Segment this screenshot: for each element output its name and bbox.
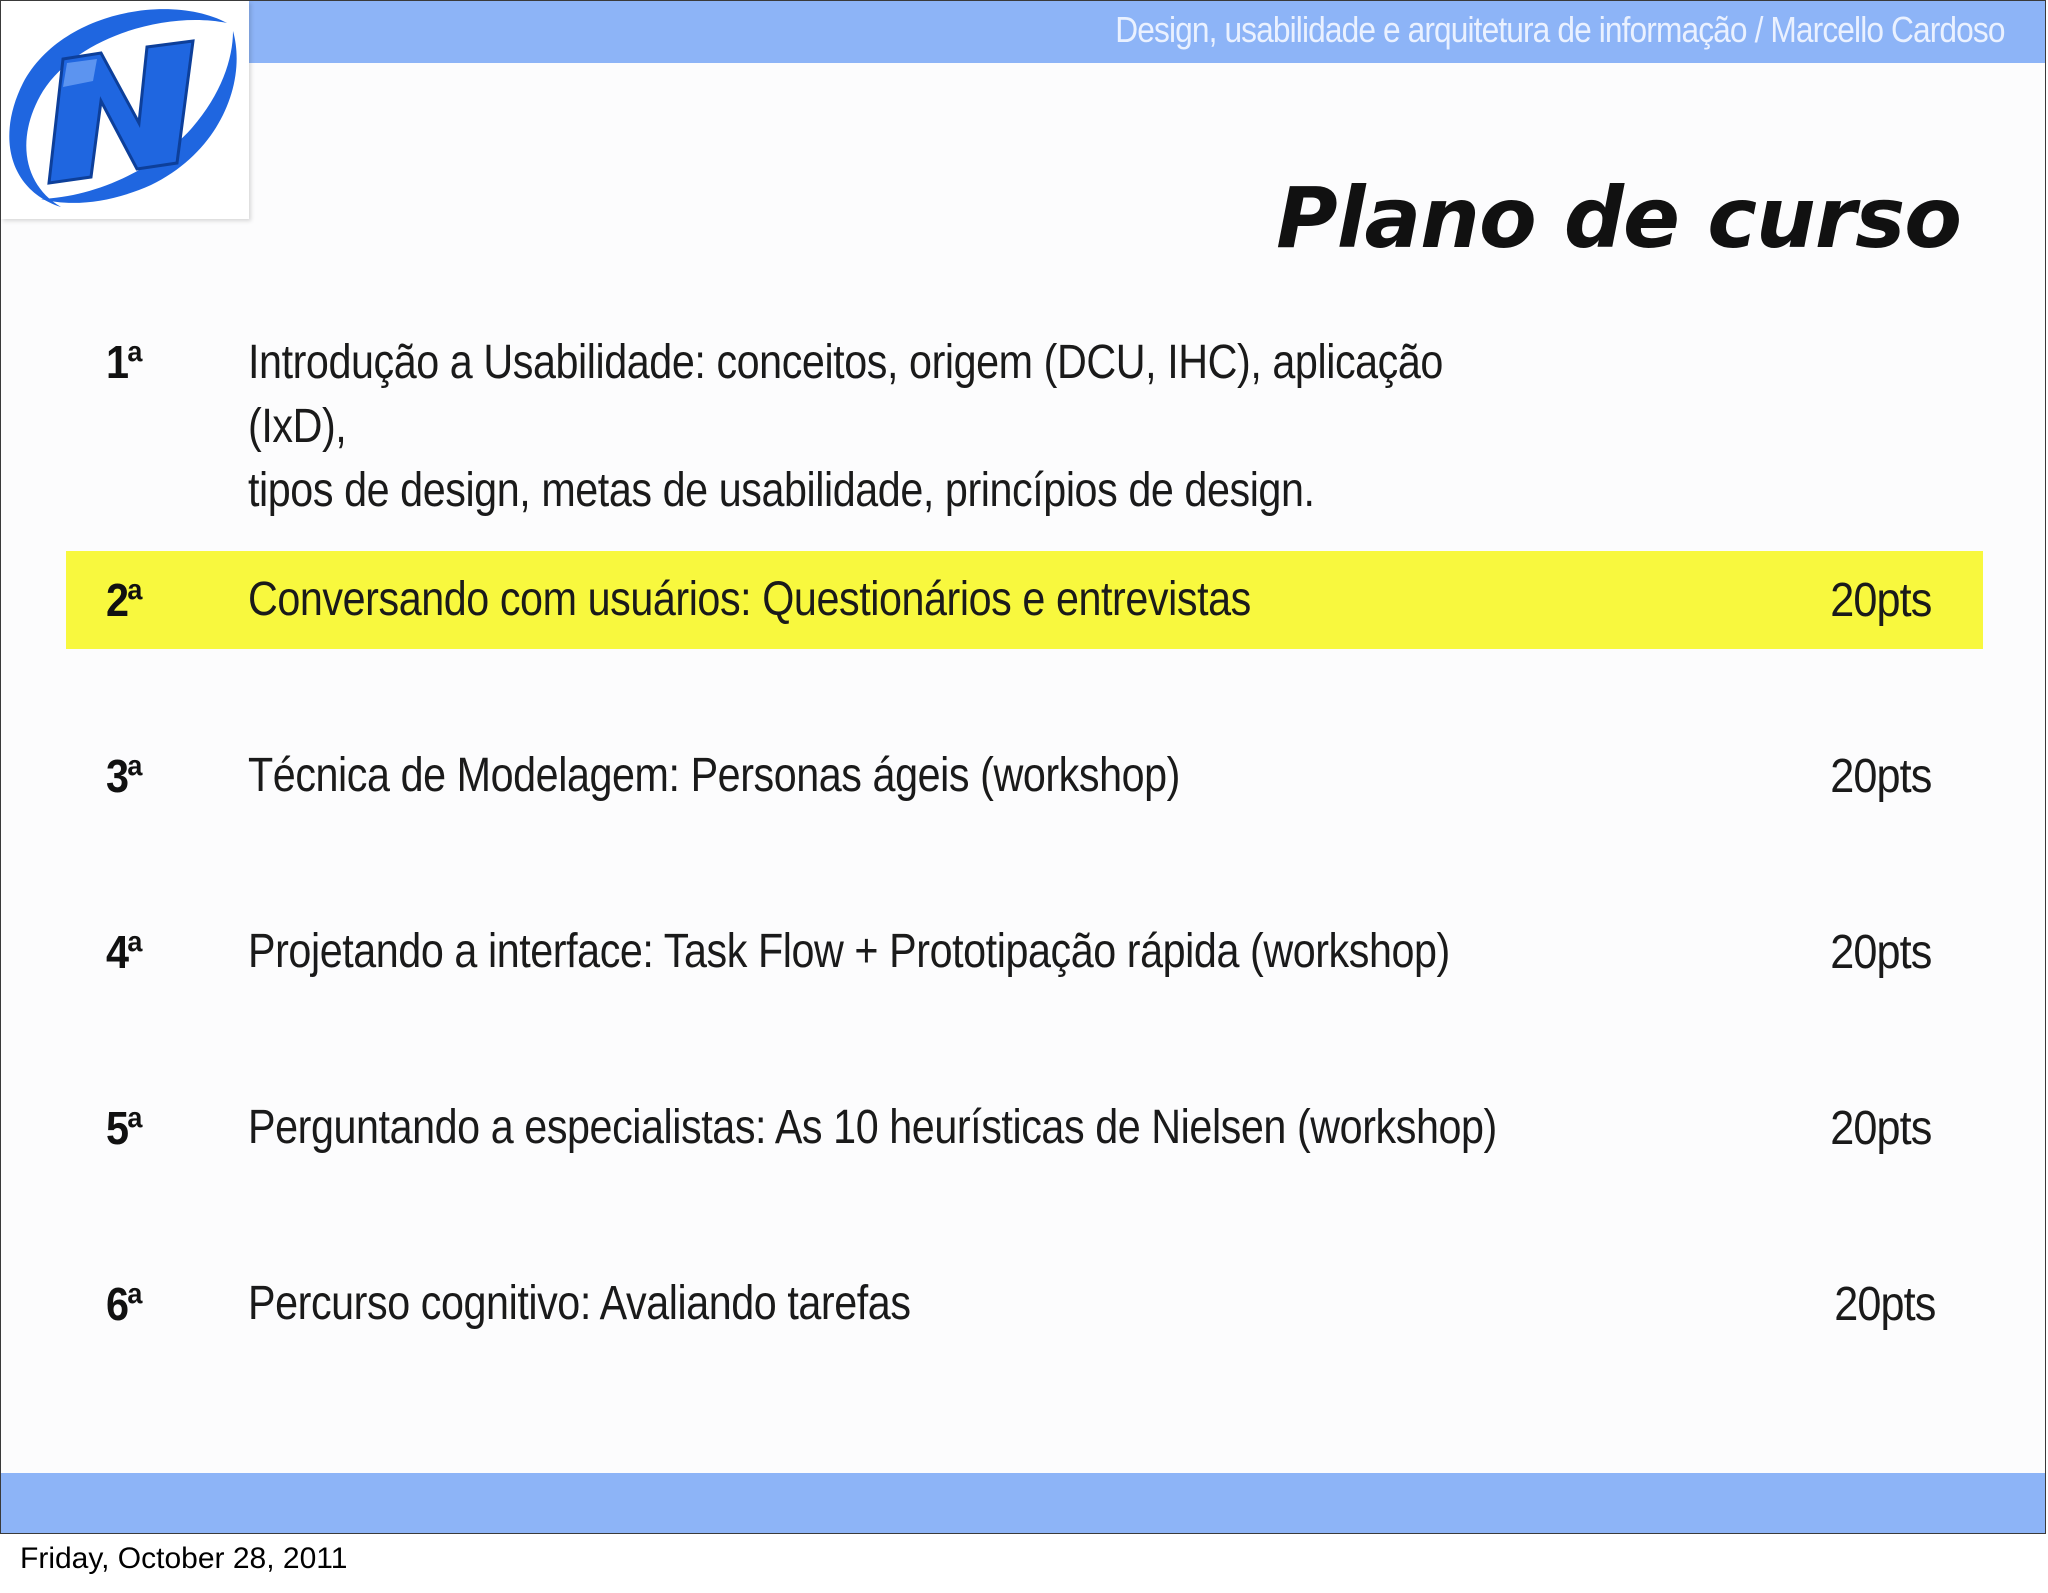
lesson-row-1 <box>66 323 1983 517</box>
lesson-topic: Percurso cognitivo: Avaliando tarefas <box>248 1277 911 1330</box>
lesson-points: 20pts <box>1833 1278 1935 1331</box>
lesson-points: 20pts <box>1829 1102 1931 1155</box>
lesson-points: 20pts <box>1829 750 1931 803</box>
page-title: Plano de curso <box>1276 169 1961 267</box>
lesson-topic: Conversando com usuários: Questionários e entrevistas <box>248 573 1251 626</box>
lesson-row-4 <box>66 903 1983 1001</box>
lesson-number: 2ª <box>106 574 141 626</box>
lesson-row-2 <box>66 551 1983 649</box>
lesson-topic <box>248 331 1538 523</box>
lesson-topic: Perguntando a especialistas: As 10 heurísticas de Nielsen (workshop) <box>248 1101 1497 1154</box>
lesson-number: 6ª <box>106 1278 141 1330</box>
header-bar <box>1 1 2045 63</box>
lesson-points: 20pts <box>1829 926 1931 979</box>
logo <box>1 1 249 219</box>
lesson-number: 3ª <box>106 750 141 802</box>
lesson-row-3 <box>66 727 1983 825</box>
footer-bar <box>1 1473 2045 1534</box>
lesson-row-5 <box>66 1079 1983 1177</box>
footer-date: Friday, October 28, 2011 <box>20 1542 348 1575</box>
lesson-topic: Técnica de Modelagem: Personas ágeis (workshop) <box>248 749 1180 802</box>
lesson-topic: Projetando a interface: Task Flow + Prototipação rápida (workshop) <box>248 925 1450 978</box>
lesson-number: 5ª <box>106 1102 141 1154</box>
lesson-topic-line: tipos de design, metas de usabilidade, princípios de design. <box>248 464 1315 517</box>
lesson-row-6 <box>66 1255 1983 1353</box>
lesson-number: 1ª <box>106 336 141 388</box>
n-swoosh-logo-icon <box>1 1 249 219</box>
header-credit: Design, usabilidade e arquitetura de informação / Marcello Cardoso <box>1115 9 2005 50</box>
lesson-number: 4ª <box>106 926 141 978</box>
lesson-topic-line: Introdução a Usabilidade: conceitos, origem (DCU, IHC), aplicação (IxD), <box>248 336 1443 453</box>
lesson-points: 20pts <box>1829 574 1931 627</box>
